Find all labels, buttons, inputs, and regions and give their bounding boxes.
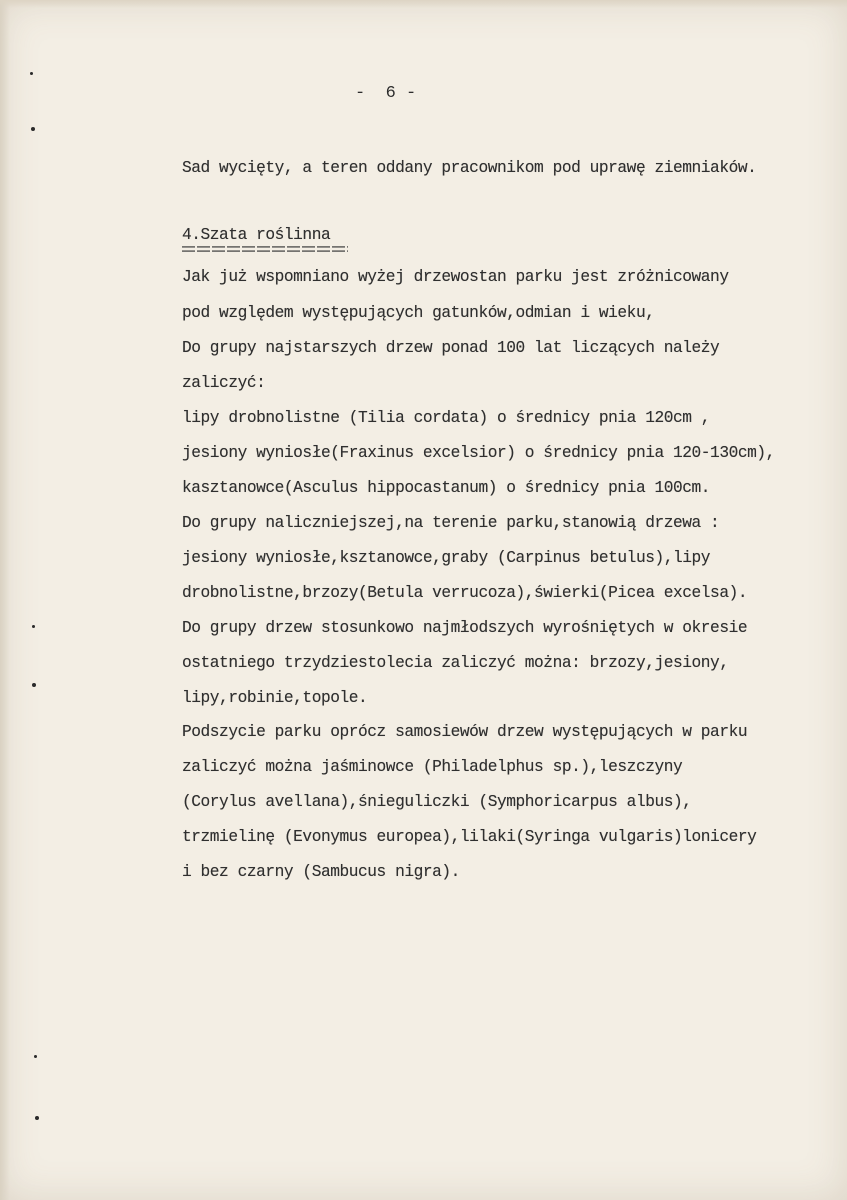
text-line: pod względem występujących gatunków,odmian i wieku,	[182, 304, 655, 322]
text-line: Jak już wspomniano wyżej drzewostan parku jest zróżnicowany	[182, 268, 729, 286]
page-number: - 6 -	[355, 84, 417, 103]
text-line: drobnolistne,brzozy(Betula verrucoza),świerki(Picea excelsa).	[182, 584, 748, 602]
text-line: i bez czarny (Sambucus nigra).	[182, 863, 460, 881]
text-line: Podszycie parku oprócz samosiewów drzew występujących w parku	[182, 723, 748, 741]
text-line: Do grupy naliczniejszej,na terenie parku,stanowią drzewa :	[182, 514, 720, 532]
text-line: Sad wycięty, a teren oddany pracownikom pod uprawę ziemniaków.	[182, 159, 757, 177]
paper-mark	[34, 1055, 37, 1058]
text-line: jesiony wyniosłe,ksztanowce,graby (Carpinus betulus),lipy	[182, 549, 711, 567]
text-line: trzmielinę (Evonymus europea),lilaki(Syringa vulgaris)lonicery	[182, 828, 757, 846]
page-edge-shadow-top	[0, 0, 847, 8]
paper-mark	[35, 1116, 39, 1120]
text-line: Do grupy najstarszych drzew ponad 100 lat liczących należy	[182, 339, 720, 357]
paper-mark	[32, 625, 35, 628]
text-line: lipy,robinie,topole.	[182, 689, 368, 707]
text-line: (Corylus avellana),śnieguliczki (Symphoricarpus albus),	[182, 793, 692, 811]
paper-mark	[32, 683, 36, 687]
text-line: jesiony wyniosłe(Fraxinus excelsior) o średnicy pnia 120-130cm),	[182, 444, 775, 462]
paper-mark	[31, 127, 35, 131]
text-line: Do grupy drzew stosunkowo najmłodszych wyrośniętych w okresie	[182, 619, 748, 637]
text-line: kasztanowce(Asculus hippocastanum) o średnicy pnia 100cm.	[182, 479, 711, 497]
page-edge-shadow	[0, 0, 10, 1200]
text-line: lipy drobnolistne (Tilia cordata) o średnicy pnia 120cm ,	[182, 409, 711, 427]
heading-underline	[182, 246, 348, 252]
section-heading: 4.Szata roślinna	[182, 226, 331, 244]
paper-mark	[30, 72, 33, 75]
text-line: zaliczyć:	[182, 374, 266, 392]
text-line: ostatniego trzydziestolecia zaliczyć można: brzozy,jesiony,	[182, 654, 729, 672]
text-line: zaliczyć można jaśminowce (Philadelphus sp.),leszczyny	[182, 758, 683, 776]
